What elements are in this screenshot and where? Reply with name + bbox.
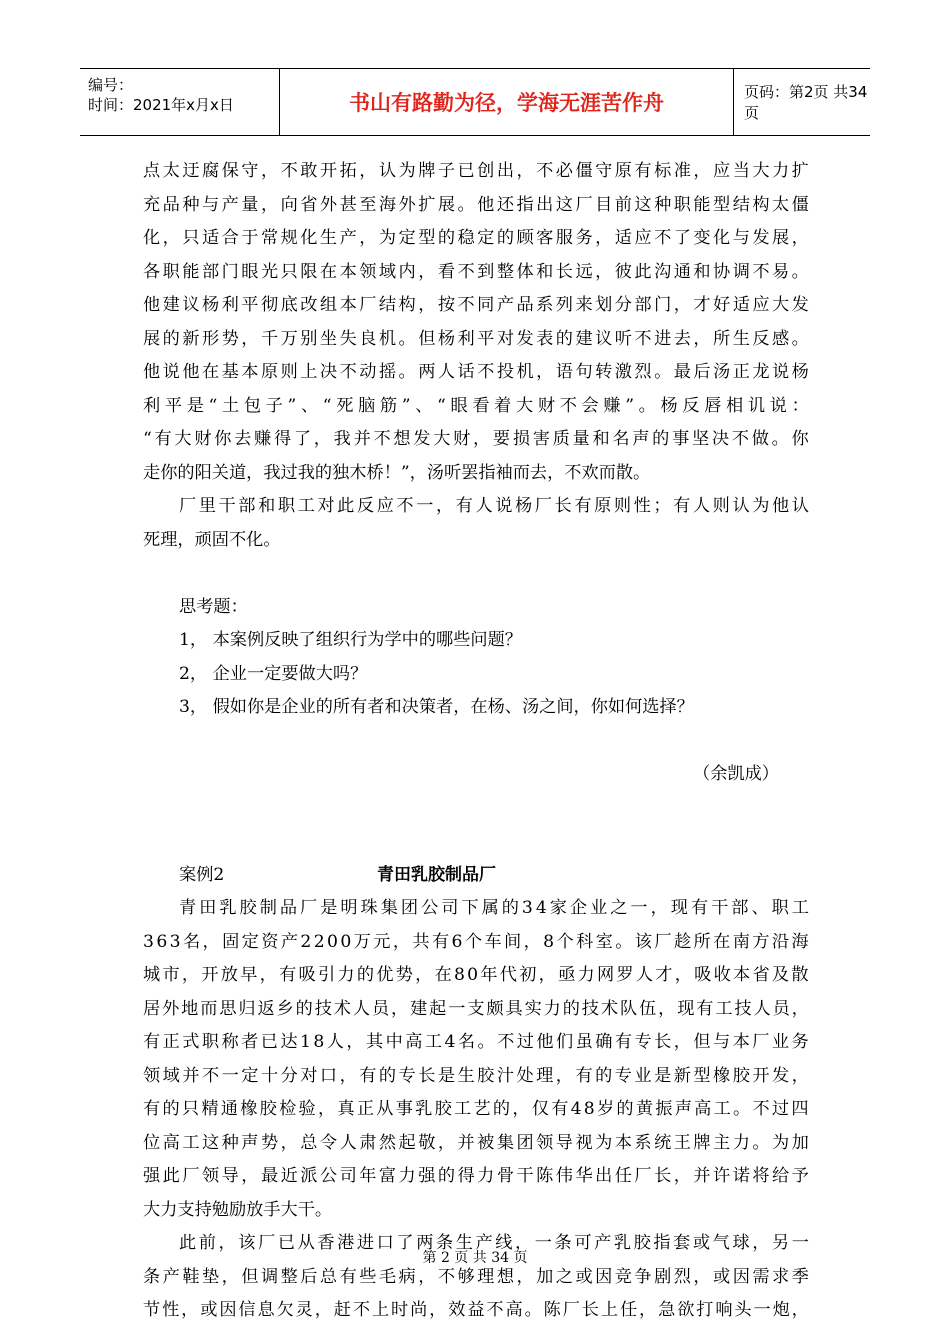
page-header bbox=[80, 68, 870, 136]
text-line: 他 说 他 在 基 本 原 则 上 决 不 动 摇 。 两 人 话 不 投 机 ， 语 句 转 激 烈 。 最 后 汤 正 龙 说 杨 bbox=[143, 362, 809, 382]
text-line: 此 前 ， 该 厂 已 从 香 港 进 口 了 两 条 生 产 线 ， 一 条 可 产 乳 胶 指 套 或 气 球 ， 另 一 bbox=[179, 1233, 809, 1253]
text-line: 各 职 能 部 门 眼 光 只 限 在 本 领 域 内 ， 看 不 到 整 体 和 长 远 ， 彼 此 沟 通 和 协 调 不 易 。 bbox=[143, 261, 809, 282]
text-line: 有 正 式 职 称 者 已 达 1 8 人 ， 其 中 高 工 4 名 。 不 过 他 们 虽 确 有 专 长 ， 但 与 本 厂 业 务 bbox=[143, 1032, 809, 1052]
text-line: 居 外 地 而 思 归 返 乡 的 技 术 人 员 ， 建 起 一 支 颇 具 实 力 的 技 术 队 伍 ， 现 有 工 技 人 员 ， bbox=[143, 998, 809, 1019]
case-heading bbox=[143, 859, 809, 893]
question-item: 2， 企业一定要做大吗？ bbox=[179, 663, 368, 684]
text-line: “ 有 大 财 你 去 赚 得 了 ， 我 并 不 想 发 大 财 ， 要 损 害 质 量 和 名 声 的 事 坚 决 不 做 。 你 bbox=[143, 429, 809, 449]
questions-title: 思考题： bbox=[179, 596, 248, 617]
questions-section bbox=[143, 591, 809, 725]
spacer bbox=[143, 792, 809, 826]
document-body bbox=[143, 155, 809, 1328]
spacer bbox=[143, 557, 809, 591]
text-line: 位 高 工 这 种 声 势 ， 总 令 人 肃 然 起 敬 ， 并 被 集 团 领 导 视 为 本 系 统 王 牌 主 力 。 为 加 bbox=[143, 1132, 809, 1153]
paragraph-2 bbox=[143, 490, 809, 557]
spacer bbox=[143, 825, 809, 859]
case-label: 案例2 bbox=[179, 864, 225, 885]
header-page-number: 页码：第2页 共34页 bbox=[744, 83, 868, 122]
spacer bbox=[143, 725, 809, 759]
text-line: 条 产 鞋 垫 ， 但 调 整 后 总 有 些 毛 病 ， 不 够 理 想 ， 加 之 或 因 竞 争 剧 烈 ， 或 因 需 求 季 bbox=[143, 1266, 809, 1287]
text-line: 节 性 ， 或 因 信 息 欠 灵 ， 赶 不 上 时 尚 ， 效 益 不 高 。 陈 厂 长 上 任 ， 急 欲 打 响 头 一 炮 ， bbox=[143, 1300, 809, 1320]
paragraph-1 bbox=[143, 155, 809, 490]
text-line: 大力支持勉励放手大干。 bbox=[143, 1199, 333, 1220]
page-footer: 第 2 页 共 34 页 bbox=[422, 1250, 528, 1266]
case-paragraph-2 bbox=[143, 1227, 809, 1328]
author: （余凯成） bbox=[693, 764, 779, 784]
text-line: 利 平 是 “ 土 包 子 ” 、 “ 死 脑 筋 ” 、 “ 眼 看 着 大 财 不 会 赚 ” 。 杨 反 唇 相 讥 说 ： bbox=[143, 395, 809, 416]
text-line: 厂 里 干 部 和 职 工 对 此 反 应 不 一 ， 有 人 说 杨 厂 长 有 原 则 性 ； 有 人 则 认 为 他 认 bbox=[179, 496, 809, 516]
text-line: 强 此 厂 领 导 ， 最 近 派 公 司 年 富 力 强 的 得 力 骨 干 陈 伟 华 出 任 厂 长 ， 并 许 诺 将 给 予 bbox=[143, 1166, 809, 1186]
question-item: 3， 假如你是企业的所有者和决策者，在杨、汤之间，你如何选择？ bbox=[179, 697, 694, 717]
text-line: 展 的 新 形 势 ， 千 万 别 坐 失 良 机 。 但 杨 利 平 对 发 表 的 建 议 听 不 进 去 ， 所 生 反 感 。 bbox=[143, 328, 809, 349]
text-line: 领 域 并 不 一 定 十 分 对 口 ， 有 的 专 长 是 生 胶 汁 处 理 ， 有 的 专 业 是 新 型 橡 胶 开 发 ， bbox=[143, 1065, 809, 1086]
text-line: 化 ， 只 适 合 于 常 规 化 生 产 ， 为 定 型 的 稳 定 的 顾 客 服 务 ， 适 应 不 了 变 化 与 发 展 ， bbox=[143, 228, 809, 248]
case-paragraph-1 bbox=[143, 892, 809, 1227]
text-line: 死理，顽固不化。 bbox=[143, 529, 281, 550]
text-line: 充 品 种 与 产 量 ， 向 省 外 甚 至 海 外 扩 展 。 他 还 指 出 这 厂 目 前 这 种 职 能 型 结 构 太 僵 bbox=[143, 194, 809, 215]
text-line: 城 市 ， 开 放 早 ， 有 吸 引 力 的 优 势 ， 在 8 0 年 代 初 ， 亟 力 网 罗 人 才 ， 吸 收 本 省 及 散 bbox=[143, 965, 809, 985]
header-number: 编号： bbox=[88, 76, 134, 94]
text-line: 有 的 只 精 通 橡 胶 检 验 ， 真 正 从 事 乳 胶 工 艺 的 ， 仅 有 4 8 岁 的 黄 振 声 高 工 。 不 过 四 bbox=[143, 1099, 809, 1119]
header-meta bbox=[80, 69, 280, 135]
text-line: 3 6 3 名 ， 固 定 资 产 2 2 0 0 万 元 ， 共 有 6 个 车 间 ， 8 个 科 室 。 该 厂 趁 所 在 南 方 沿 海 bbox=[143, 931, 809, 952]
text-line: 青 田 乳 胶 制 品 厂 是 明 珠 集 团 公 司 下 属 的 3 4 家 企 业 之 一 ， 现 有 干 部 、 职 工 bbox=[179, 898, 809, 918]
header-motto: 书山有路勤为径，学海无涯苦作舟 bbox=[280, 69, 734, 135]
author-line bbox=[143, 758, 809, 792]
question-item: 1， 本案例反映了组织行为学中的哪些问题？ bbox=[179, 630, 522, 650]
text-line: 点 太 迂 腐 保 守 ， 不 敢 开 拓 ， 认 为 牌 子 已 创 出 ， 不 必 僵 守 原 有 标 准 ， 应 当 大 力 扩 bbox=[143, 161, 809, 181]
text-line: 走你的阳关道，我过我的独木桥！”，汤听罢指袖而去，不欢而散。 bbox=[143, 462, 651, 483]
header-time: 时间：2021年x月x日 bbox=[88, 96, 234, 114]
text-line: 他 建 议 杨 利 平 彻 底 改 组 本 厂 结 构 ， 按 不 同 产 品 系 列 来 划 分 部 门 ， 才 好 适 应 大 发 bbox=[143, 295, 809, 315]
case-title: 青田乳胶制品厂 bbox=[377, 864, 496, 885]
